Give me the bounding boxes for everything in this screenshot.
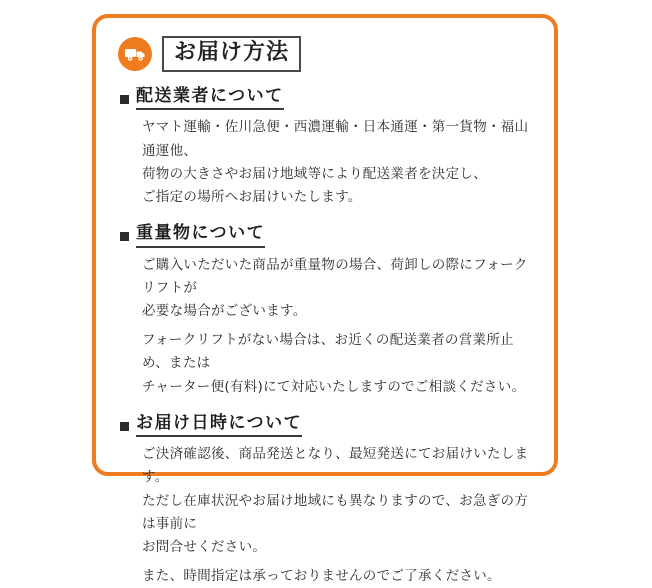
section-delivery-date <box>116 413 534 588</box>
section-title: お届け日時について <box>136 413 302 437</box>
delivery-truck-icon <box>118 37 152 71</box>
body-line: ご購入いただいた商品が重量物の場合、荷卸しの際にフォークリフトが <box>142 256 528 296</box>
shipping-info-panel <box>92 14 558 585</box>
body-line: チャーター便(有料)にて対応いたしますのでご相談ください。 <box>142 378 526 395</box>
body-line: ご指定の場所へお届けいたします。 <box>142 189 362 206</box>
section-heavy-items <box>116 223 534 399</box>
section-body <box>142 116 534 209</box>
filled-square-bullet-icon <box>120 232 129 241</box>
panel-header <box>118 36 534 72</box>
body-line: ただし在庫状況やお届け地域にも異なりますので、お急ぎの方は事前に <box>142 492 529 532</box>
body-line: フォークリフトがない場合は、お近くの配送業者の営業所止め、または <box>142 332 514 372</box>
section-body <box>142 254 534 399</box>
section-body <box>142 443 534 588</box>
page-title: お届け方法 <box>174 40 290 65</box>
body-line: お問合せください。 <box>142 539 267 555</box>
body-line: 必要な場合がございます。 <box>142 303 307 319</box>
body-line: また、時間指定は承っておりませんのでご了承ください。 <box>142 568 501 585</box>
body-line: ヤマト運輸・佐川急便・西濃運輸・日本通運・第一貨物・福山通運他、 <box>142 119 529 159</box>
filled-square-bullet-icon <box>120 95 129 104</box>
section-heading <box>120 223 534 247</box>
section-title: 配送業者について <box>136 86 284 110</box>
section-heading <box>120 413 534 437</box>
panel-content <box>96 18 554 585</box>
section-heading <box>120 86 534 110</box>
body-line: 荷物の大きさやお届け地域等により配送業者を決定し、 <box>142 165 487 182</box>
panel-title-box <box>162 36 301 72</box>
filled-square-bullet-icon <box>120 422 129 431</box>
section-title: 重量物について <box>136 223 265 247</box>
body-line: ご決済確認後、商品発送となり、最短発送にてお届けいたします。 <box>142 446 529 486</box>
section-carriers <box>116 86 534 209</box>
